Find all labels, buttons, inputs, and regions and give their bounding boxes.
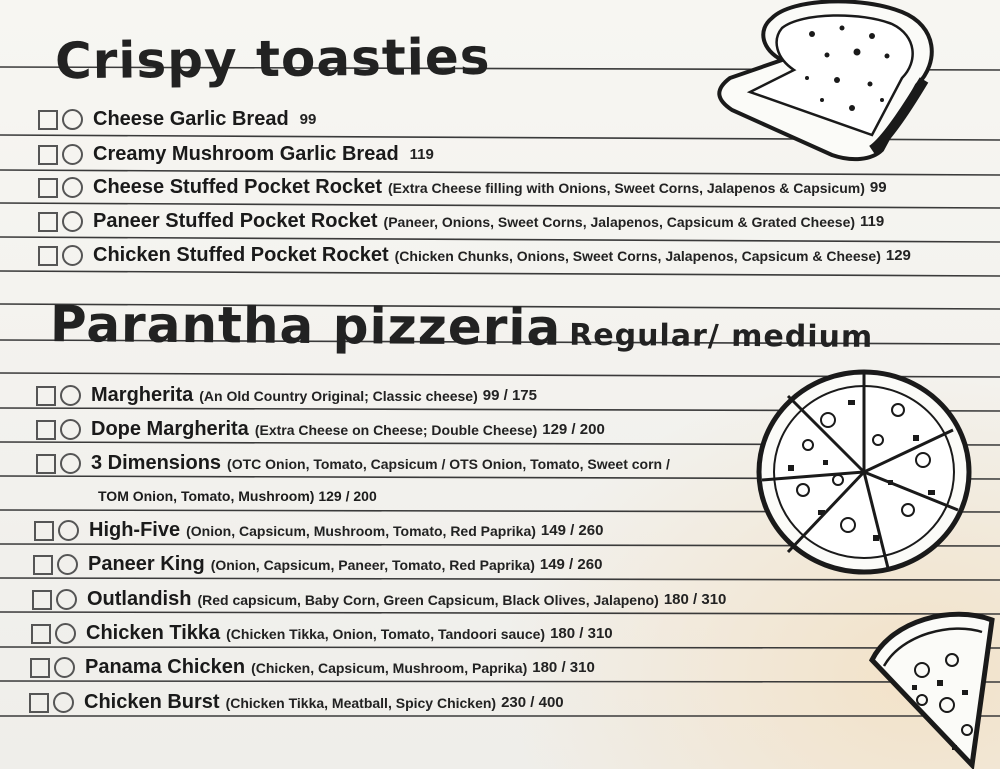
menu-item [32, 588, 726, 611]
item-price: 180 / 310 [532, 659, 595, 676]
toast-slice-illustration [712, 0, 942, 165]
checkbox[interactable] [31, 624, 51, 644]
radio-circle[interactable] [56, 589, 77, 610]
menu-item [38, 108, 316, 131]
checkbox[interactable] [36, 386, 56, 406]
item-desc: (Extra Cheese filling with Onions, Sweet Corns, Jalapenos & Capsicum) [387, 179, 865, 196]
whole-pizza-illustration [748, 360, 980, 580]
radio-circle[interactable] [60, 385, 81, 406]
item-desc: (Extra Cheese on Cheese; Double Cheese) [254, 421, 538, 438]
checkbox[interactable] [36, 420, 56, 440]
menu-item [38, 143, 434, 166]
menu-item [33, 553, 602, 576]
item-price: 99 [299, 111, 317, 128]
radio-circle[interactable] [62, 177, 83, 198]
item-desc: (Chicken Tikka, Meatball, Spicy Chicken) [225, 694, 497, 711]
item-price: 119 [860, 213, 885, 230]
checkbox[interactable] [38, 178, 58, 198]
item-name: Chicken Stuffed Pocket Rocket [93, 244, 389, 266]
checkbox[interactable] [38, 212, 58, 232]
checkbox[interactable] [34, 521, 54, 541]
item-price: 99 [869, 179, 887, 196]
menu-item [38, 210, 884, 233]
item-name: Creamy Mushroom Garlic Bread [93, 143, 399, 165]
item-price: 99 / 175 [482, 387, 537, 404]
item-name: Dope Margherita [91, 418, 249, 440]
item-price: 129 [885, 247, 911, 264]
menu-item [34, 519, 603, 542]
item-name: Paneer King [88, 553, 205, 575]
menu-item [36, 384, 537, 407]
radio-circle[interactable] [55, 623, 76, 644]
radio-circle[interactable] [54, 657, 75, 678]
menu-item [29, 691, 564, 714]
checkbox[interactable] [32, 590, 52, 610]
radio-circle[interactable] [62, 211, 83, 232]
section-title-crispy-toasties: Crispy toasties [54, 27, 491, 91]
item-name: High-Five [89, 519, 181, 541]
menu-item [36, 452, 675, 475]
item-price: 119 [409, 146, 434, 163]
item-desc: (Chicken Chunks, Onions, Sweet Corns, Jalapenos, Capsicum & Cheese) [394, 247, 881, 264]
item-name: Paneer Stuffed Pocket Rocket [93, 210, 378, 232]
radio-circle[interactable] [60, 453, 81, 474]
radio-circle[interactable] [62, 144, 83, 165]
radio-circle[interactable] [62, 245, 83, 266]
menu-item [38, 244, 911, 267]
radio-circle[interactable] [60, 419, 81, 440]
menu-item [31, 622, 613, 645]
item-price: 180 / 310 [550, 625, 613, 642]
checkbox[interactable] [29, 693, 49, 713]
item-price: 149 / 260 [539, 556, 603, 573]
radio-circle[interactable] [53, 692, 74, 713]
menu-item [30, 656, 595, 679]
item-desc: (An Old Country Original; Classic cheese) [199, 387, 478, 404]
item-name: Chicken Burst [84, 691, 220, 713]
item-desc: (Onion, Capsicum, Mushroom, Tomato, Red Paprika) [186, 522, 536, 539]
menu-item [38, 176, 887, 199]
item-name: Chicken Tikka [86, 622, 221, 644]
item-desc: (Chicken, Capsicum, Mushroom, Paprika) [251, 659, 528, 676]
section-title-text: Parantha pizzeria [49, 295, 562, 357]
item-desc: (Red capsicum, Baby Corn, Green Capsicum, Black Olives, Jalapeno) [197, 591, 659, 608]
pizza-slice-illustration [852, 600, 1000, 769]
item-name: Cheese Garlic Bread [93, 108, 289, 130]
menu-item [36, 418, 605, 441]
checkbox[interactable] [36, 454, 56, 474]
item-price: 149 / 260 [540, 522, 604, 539]
section-title-parantha-pizzeria [50, 295, 874, 359]
item-price: 129 / 200 [542, 421, 605, 438]
item-name: Outlandish [87, 588, 192, 610]
checkbox[interactable] [33, 555, 53, 575]
radio-circle[interactable] [57, 554, 78, 575]
item-desc: (Onion, Capsicum, Paneer, Tomato, Red Paprika) [210, 556, 535, 573]
item-name: 3 Dimensions [91, 452, 222, 474]
item-price: 180 / 310 [663, 591, 727, 608]
radio-circle[interactable] [58, 520, 79, 541]
radio-circle[interactable] [62, 109, 83, 130]
item-desc: (Chicken Tikka, Onion, Tomato, Tandoori sauce) [226, 625, 546, 642]
size-subtitle: Regular/ medium [569, 317, 874, 355]
checkbox[interactable] [30, 658, 50, 678]
item-name: Cheese Stuffed Pocket Rocket [93, 176, 382, 198]
checkbox[interactable] [38, 110, 58, 130]
item-desc: (Paneer, Onions, Sweet Corns, Jalapenos, Capsicum & Grated Cheese) [383, 213, 856, 230]
item-name: Margherita [91, 384, 194, 406]
checkbox[interactable] [38, 246, 58, 266]
item-price: 230 / 400 [501, 694, 564, 711]
checkbox[interactable] [38, 145, 58, 165]
item-name: Panama Chicken [85, 656, 246, 678]
item-desc: (OTC Onion, Tomato, Capsicum / OTS Onion, Tomato, Sweet corn / [227, 455, 670, 472]
item-desc-continuation: TOM Onion, Tomato, Mushroom) 129 / 200 [98, 488, 377, 504]
